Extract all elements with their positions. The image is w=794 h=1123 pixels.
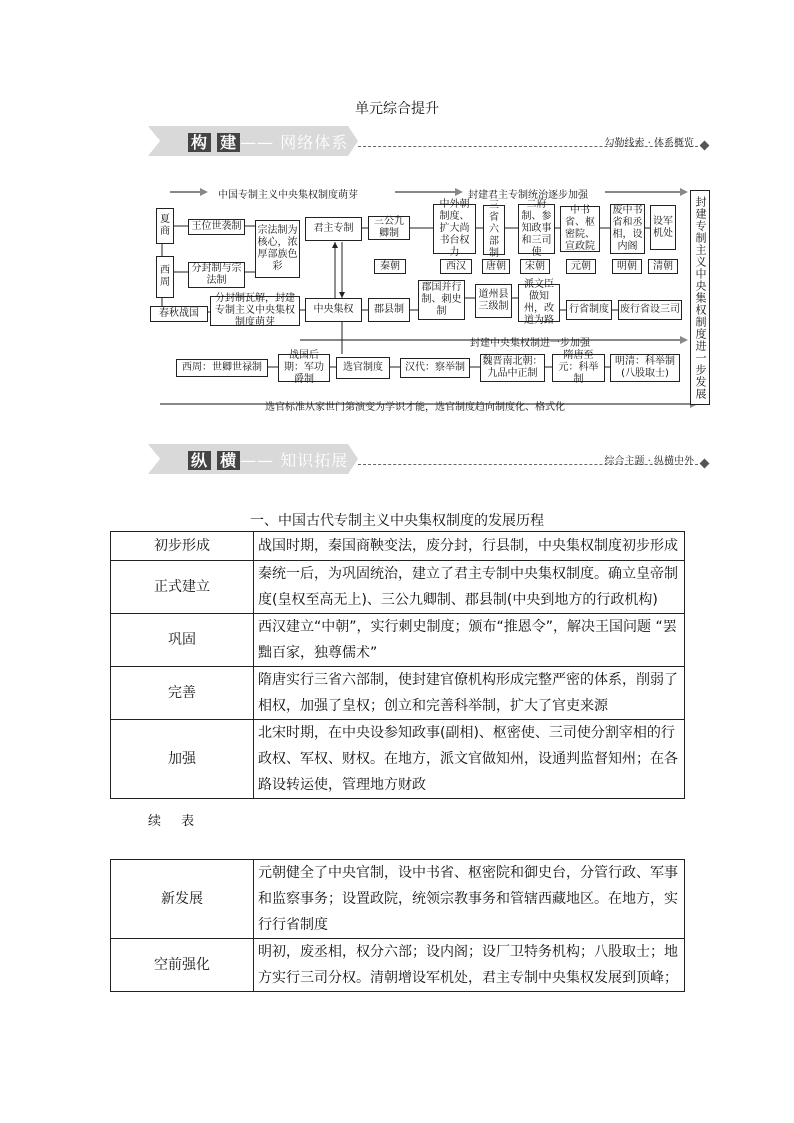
knowledge-diagram [0, 0, 794, 420]
box-zhongshu: 中书省、枢密院、宣政院 [560, 206, 600, 252]
box-junxian: 郡县制 [368, 298, 410, 322]
banner-char: 建 [217, 133, 240, 152]
box-zhanguo: 战国后期：军功爵制 [278, 354, 330, 382]
banner-subtitle: 勾勒线索 · 体系概览 [604, 138, 694, 149]
dynasty-xihan: 西汉 [440, 259, 472, 274]
row-key: 初步形成 [111, 532, 254, 561]
dynasty-ming: 明朝 [612, 259, 642, 274]
row-key: 巩固 [111, 614, 254, 667]
dynasty-qing: 清朝 [648, 259, 678, 274]
box-chunqiu: 春秋战国 [150, 306, 208, 322]
box-weijin: 魏晋南北朝：九品中正制 [480, 354, 545, 382]
label-selection: 选官标准从家世门第演变为学识才能，选官制度趋向制度化、格式化 [265, 402, 565, 413]
row-value: 秦统一后，为巩固统治，建立了君主专制中央集权制度。确立皇帝制度(皇权至高无上)、三公九卿制、郡县制(中央到地方的行政机构) [254, 561, 685, 614]
diamond-icon [700, 459, 710, 469]
row-key: 加强 [111, 720, 254, 799]
box-xzsq: 西周：世卿世禄制 [176, 359, 268, 377]
box-fenfeng-wajie: 分封制瓦解，封建专制主义中央集权制度萌芽 [210, 296, 300, 326]
box-fei: 废中书省和丞相，设内阁 [610, 204, 645, 254]
label-strengthen: 封建君主专制统治逐步加强 [468, 190, 588, 201]
banner-subtitle: 综合主题 · 纵横中外 [604, 456, 694, 467]
table-row [111, 667, 685, 720]
box-zongfa: 宗法制为核心，浓厚部族色彩 [255, 220, 300, 278]
row-value: 元朝健全了中央官制，设中书省、枢密院和御史台，分管行政、军事和监察事务；设置政院，统领宗教事务和管辖西藏地区。在地方，实行行省制度 [254, 860, 685, 939]
row-value: 隋唐实行三省六部制，使封建官僚机构形成完整严密的体系，削弱了相权，加强了皇权；创立和完善科举制，扩大了官吏来源 [254, 667, 685, 720]
row-value: 西汉建立“中朝”，实行刺史制度；颁布“推恩令”，解决王国问题 “罢黜百家，独尊儒术” [254, 614, 685, 667]
box-xuanguan: 选官制度 [336, 357, 390, 379]
banner-char: 构 [188, 133, 211, 152]
dynasty-qin: 秦朝 [374, 259, 406, 274]
dynasty-tang: 唐朝 [482, 259, 510, 274]
box-zhongwai: 中外朝制度、扩大尚书台权力 [433, 204, 476, 254]
table-row [111, 614, 685, 667]
table-row [111, 939, 685, 992]
label-further: 封建中央集权制进一步加强 [470, 338, 590, 349]
dynasty-yuan: 元朝 [566, 259, 596, 274]
box-handai: 汉代：察举制 [400, 358, 470, 378]
table-row [111, 720, 685, 799]
box-junguo: 郡国并行制、刺史制 [418, 280, 465, 320]
banner-char: 纵 [188, 451, 211, 470]
box-suitang: 隋唐至元：科举制 [552, 354, 605, 382]
row-key: 新发展 [111, 860, 254, 939]
table-row [111, 532, 685, 561]
box-sangong: 三公九卿制 [368, 216, 410, 240]
box-wangwei: 王位世袭制 [188, 219, 245, 235]
box-daozhou: 道州县三级制 [475, 284, 512, 318]
chevron-icon: » [152, 132, 161, 148]
row-key: 正式建立 [111, 561, 254, 614]
row-value: 明初，废丞相，权分六部；设内阁；设厂卫特务机构；八股取士；地方实行三司分权。清朝增设军机处，君主专制中央集权发展到顶峰； [254, 939, 685, 992]
row-value: 北宋时期，在中央设参知政事(副相)、枢密使、三司使分割宰相的行政权、军权、财权。在地方，派文官做知州，设通判监督知州；在各路设转运使，管理地方财政 [254, 720, 685, 799]
page-title: 单元综合提升 [355, 101, 439, 117]
continued-label: 续 表 [148, 814, 203, 829]
box-feixing: 废行省设三司 [618, 300, 682, 320]
box-paiwen: 派文臣做知州，改道为路 [518, 284, 560, 322]
banner-title: —— 知识拓展 [240, 451, 349, 470]
box-mingqing: 明清：科举制(八股取士) [610, 354, 680, 382]
box-xingsheng: 行省制度 [566, 300, 612, 320]
box-junzhu: 君主专制 [305, 217, 362, 241]
chevron-icon: » [152, 450, 161, 466]
table-row [111, 860, 685, 939]
box-right-summary: 封建专制主义中央集权制度进一步发展 [690, 190, 710, 405]
banner-title: —— 网络体系 [240, 133, 349, 152]
dynasty-song: 宋朝 [520, 259, 550, 274]
label-bud: 中国专制主义中央集权制度萌芽 [218, 190, 358, 201]
box-sansheng: 三省六部制 [483, 205, 505, 255]
box-xia-shang: 夏商 [156, 208, 174, 244]
box-xi-zhou: 西周 [156, 256, 174, 298]
box-erfu: 二府制、参知政事和三司使 [518, 204, 555, 254]
row-key: 完善 [111, 667, 254, 720]
section-heading: 一、中国古代专制主义中央集权制度的发展历程 [250, 513, 544, 529]
history-table-continued [110, 859, 685, 992]
row-key: 空前强化 [111, 939, 254, 992]
table-row [111, 561, 685, 614]
box-zhongyang: 中央集权 [305, 298, 362, 322]
banner-char: 横 [217, 451, 240, 470]
section-banner-expand [148, 444, 708, 474]
box-junjichu: 设军机处 [650, 205, 676, 250]
history-table [110, 531, 685, 799]
row-value: 战国时期，秦国商鞅变法，废分封，行县制，中央集权制度初步形成 [254, 532, 685, 561]
box-fenfeng: 分封制与宗法制 [188, 262, 245, 288]
